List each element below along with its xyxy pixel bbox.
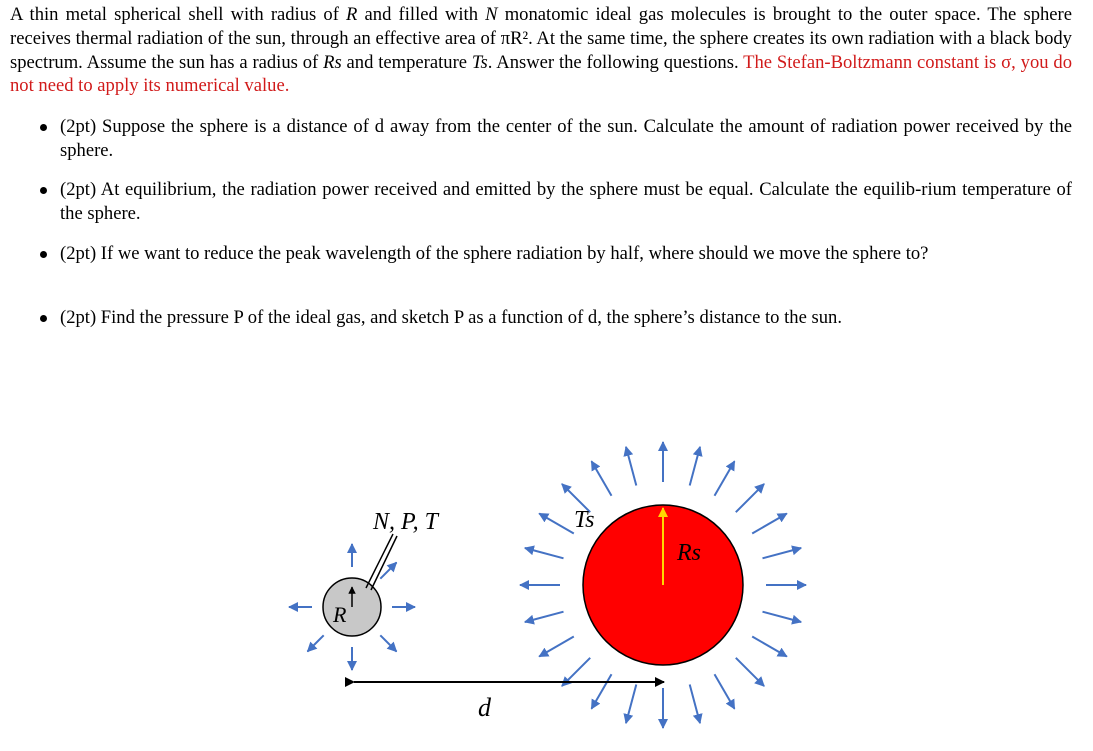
sphere-ray-arrow xyxy=(308,635,324,651)
sun-ray-arrow xyxy=(626,447,636,486)
sun-ray-arrow xyxy=(592,674,612,709)
sun-ray-arrow xyxy=(763,548,802,558)
sphere-radius-label: R xyxy=(333,602,347,627)
distance-label: d xyxy=(478,693,491,722)
gas-label-pointer-2 xyxy=(371,536,397,590)
intro-text-1: A thin metal spherical shell with radius of xyxy=(10,4,347,25)
question-2: (2pt) At equilibrium, the radiation power received and emitted by the sphere must be equal. Calculate the equilib-rium temperature of the sphere. xyxy=(60,179,1072,224)
sphere-ray-arrow xyxy=(380,635,396,651)
sun-ray-arrow xyxy=(690,685,700,724)
sun-ray-arrow xyxy=(763,612,802,622)
gas-label: N, P, T xyxy=(373,509,438,535)
sun-ray-arrow xyxy=(736,484,764,512)
sun-ray-arrow xyxy=(736,658,764,686)
sun-ray-arrow xyxy=(539,637,574,657)
sun-ray-arrow xyxy=(592,461,612,496)
question-1: (2pt) Suppose the sphere is a distance of d away from the center of the sun. Calculate the amount of radiation power received by the sphere. xyxy=(60,116,1072,161)
sun-ray-arrow xyxy=(752,514,787,534)
intro-text-6: . Answer the following questions. xyxy=(487,51,744,73)
sun-ray-arrow xyxy=(539,514,574,534)
sun-ray-arrow xyxy=(752,637,787,657)
question-4: (2pt) Find the pressure P of the ideal gas, and sketch P as a function of d, the sphere’s distance to the sun. xyxy=(60,307,842,328)
intro-text-4: . At the same time, the sphere creates its own radiation with a black body spectrum. Assume the sun has a radius of xyxy=(10,27,1072,73)
gas-label-pointer xyxy=(366,534,393,588)
sun-ray-arrow xyxy=(626,685,636,724)
var-Ts: Ts xyxy=(471,51,488,73)
intro-text-5: and temperature xyxy=(341,51,472,73)
var-Rs: Rs xyxy=(323,51,342,73)
var-N: N xyxy=(485,4,498,25)
sun-radius-label: Rs xyxy=(677,540,701,566)
var-R: R xyxy=(346,4,358,25)
sun-ray-arrow xyxy=(525,612,564,622)
question-3: (2pt) If we want to reduce the peak wavelength of the sphere radiation by half, where should we move the sphere to? xyxy=(60,243,929,264)
intro-text-2: and filled with xyxy=(357,4,486,25)
intro-text-3: monatomic ideal gas molecules is brought to the outer space. The sphere receives thermal radiation of the sun, through an effective area of xyxy=(10,4,1072,49)
area-expr: πR² xyxy=(500,27,529,49)
stefan-boltzmann-note: The Stefan-Boltzmann constant is σ, you do not need to apply its numerical value. xyxy=(10,51,1073,97)
sun-ray-arrow xyxy=(525,548,564,558)
sun-ray-arrow xyxy=(715,674,735,709)
sun-ray-arrow xyxy=(715,461,735,496)
sun-temp-label: Ts xyxy=(574,507,595,533)
sun-ray-arrow xyxy=(690,447,700,486)
